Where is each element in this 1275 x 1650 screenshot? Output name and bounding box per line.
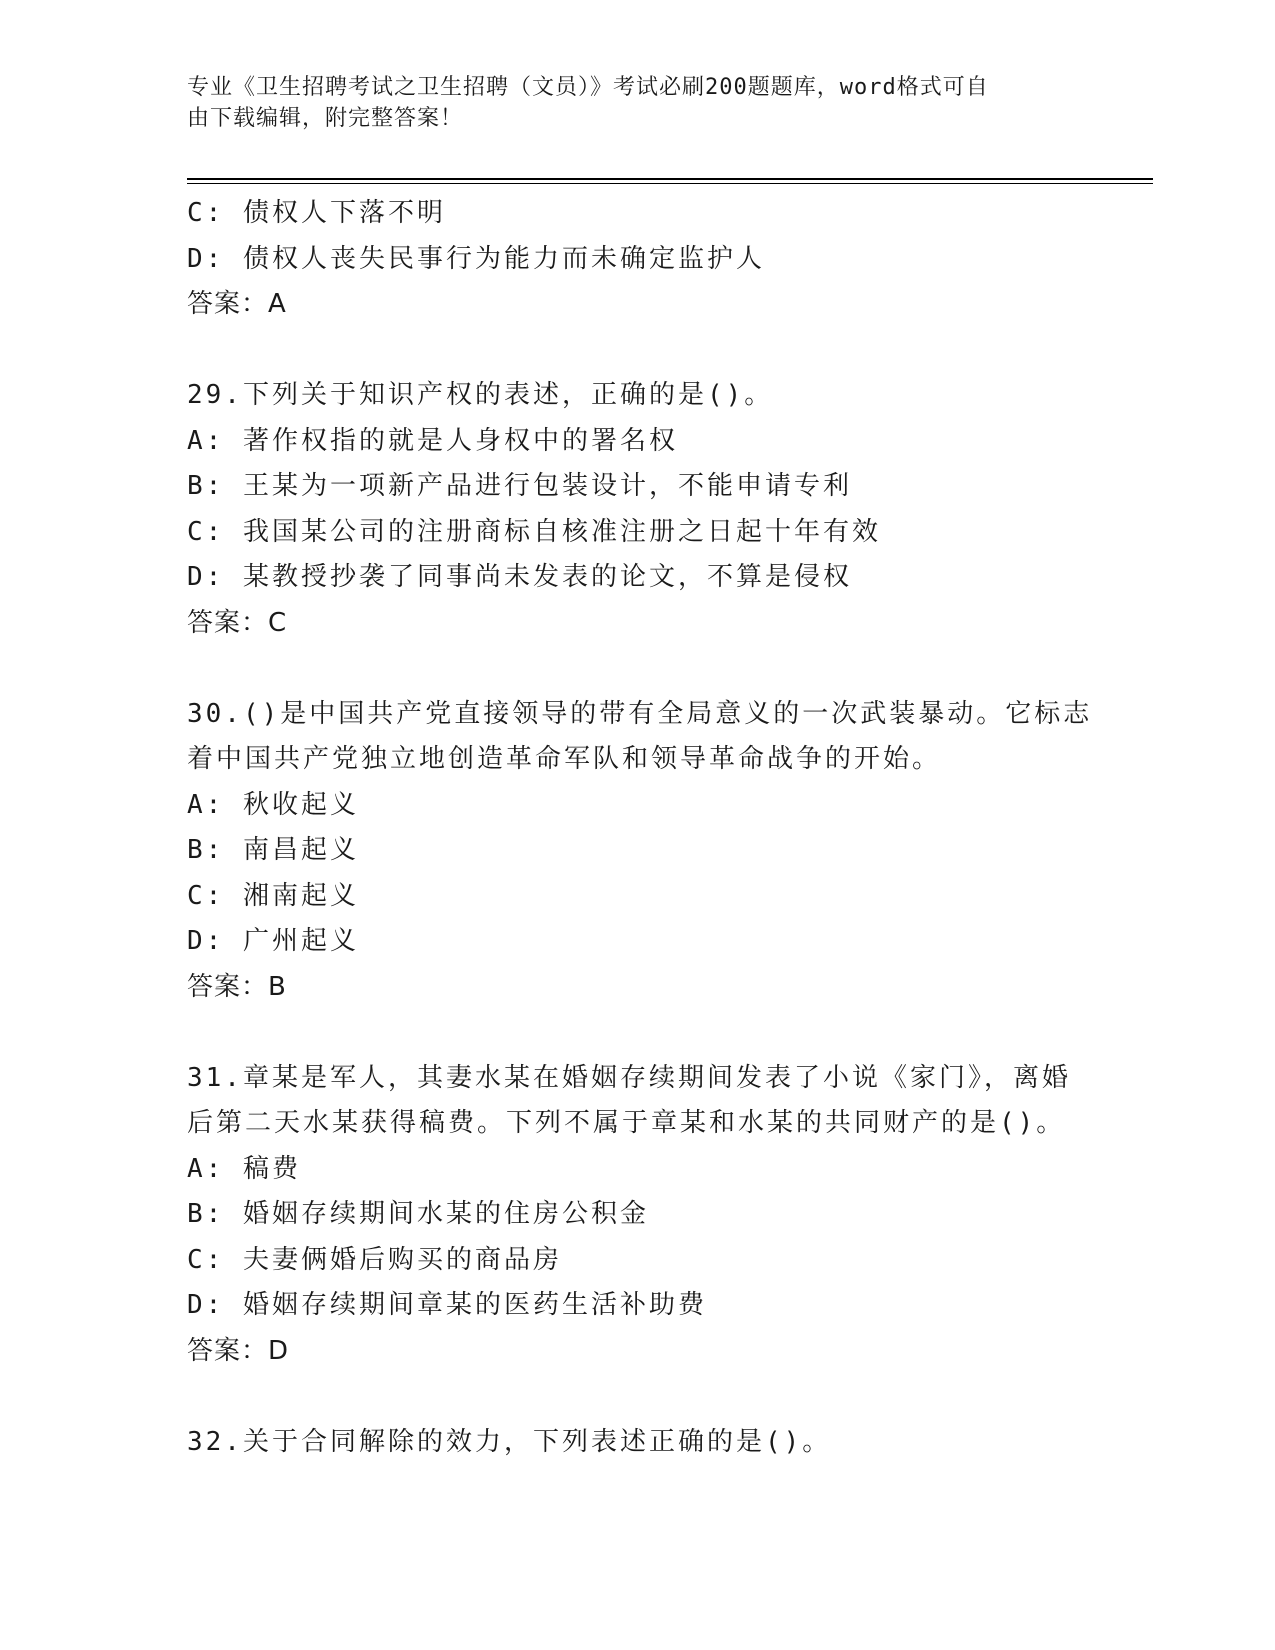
q30-question-line-2: 着中国共产党独立地创造革命军队和领导革命战争的开始。 (187, 744, 942, 774)
spacer (187, 1010, 1087, 1056)
q29-question: 29.下列关于知识产权的表述，正确的是()。 (187, 380, 774, 410)
q31-option-d: D: 婚姻存续期间章某的医药生活补助费 (187, 1290, 707, 1320)
question-31 (187, 1056, 1087, 1375)
q30-option-d: D: 广州起义 (187, 926, 359, 956)
q30-question-line-1: 30.()是中国共产党直接领导的带有全局意义的一次武装暴动。它标志 (187, 698, 1093, 729)
q29-option-c: C: 我国某公司的注册商标自核准注册之日起十年有效 (187, 516, 881, 547)
document-body (187, 191, 1093, 1465)
q29-option-b: B: 王某为一项新产品进行包装设计，不能申请专利 (187, 471, 852, 501)
spacer (187, 328, 1087, 374)
header-divider-thick (187, 178, 1153, 180)
header-line-2: 由下载编辑，附完整答案！ (187, 106, 464, 131)
q28-answer: 答案：A (187, 289, 287, 319)
q28-option-c: C: 债权人下落不明 (187, 198, 446, 228)
question-32 (187, 1420, 1087, 1466)
question-28 (187, 191, 1087, 328)
q31-option-a: A: 稿费 (187, 1153, 301, 1184)
spacer (187, 1374, 1087, 1420)
q28-option-d: D: 债权人丧失民事行为能力而未确定监护人 (187, 243, 765, 274)
q29-answer: 答案：C (187, 607, 288, 638)
q32-question: 32.关于合同解除的效力，下列表述正确的是()。 (187, 1426, 832, 1457)
q31-option-b: B: 婚姻存续期间水某的住房公积金 (187, 1199, 649, 1229)
spacer (187, 646, 1087, 692)
q31-option-c: C: 夫妻俩婚后购买的商品房 (187, 1244, 562, 1275)
question-29 (187, 373, 1087, 646)
header-divider-thin (187, 183, 1153, 184)
q30-option-c: C: 湘南起义 (187, 880, 359, 911)
question-30 (187, 692, 1093, 1011)
q31-answer: 答案：D (187, 1335, 290, 1366)
header-line-1: 专业《卫生招聘考试之卫生招聘（文员）》考试必刷200题题库，word格式可自 (187, 75, 989, 100)
q31-question-line-2: 后第二天水某获得稿费。下列不属于章某和水某的共同财产的是()。 (187, 1108, 1066, 1138)
q29-option-a: A: 著作权指的就是人身权中的署名权 (187, 425, 678, 456)
q30-option-a: A: 秋收起义 (187, 789, 359, 820)
q29-option-d: D: 某教授抄袭了同事尚未发表的论文，不算是侵权 (187, 562, 852, 592)
q30-option-b: B: 南昌起义 (187, 835, 359, 865)
q30-answer: 答案：B (187, 971, 287, 1002)
document-header (187, 72, 1087, 134)
q31-question-line-1: 31.章某是军人，其妻水某在婚姻存续期间发表了小说《家门》，离婚 (187, 1062, 1071, 1093)
